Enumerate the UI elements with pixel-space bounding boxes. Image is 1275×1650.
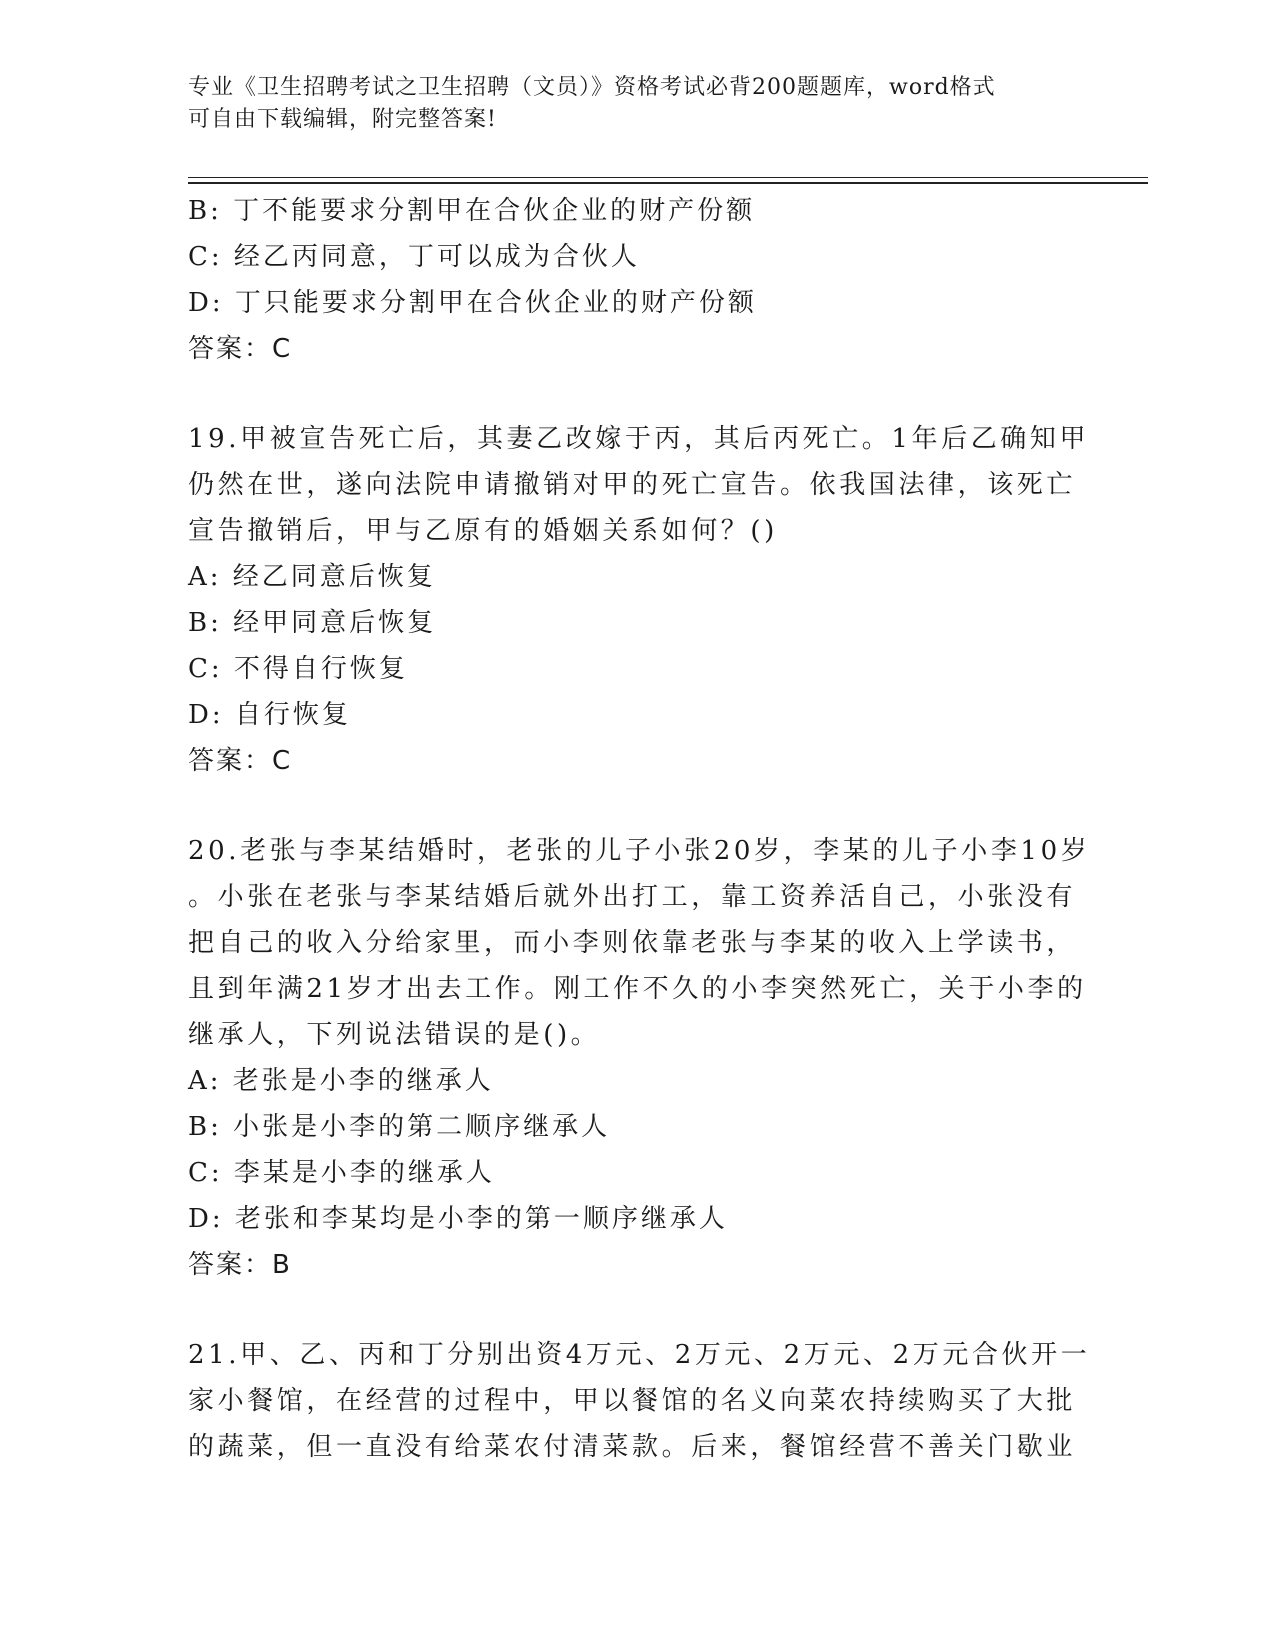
option-b: B: 小张是小李的第二顺序继承人 bbox=[188, 1112, 611, 1142]
answer-line: 答案：C bbox=[188, 334, 293, 364]
question-text-line: 宣告撤销后，甲与乙原有的婚姻关系如何？() bbox=[188, 516, 778, 546]
question-block bbox=[188, 416, 1088, 784]
option-c: C: 经乙丙同意，丁可以成为合伙人 bbox=[188, 242, 640, 272]
question-block bbox=[188, 828, 1091, 1288]
question-text-line: 家小餐馆，在经营的过程中，甲以餐馆的名义向菜农持续购买了大批 bbox=[188, 1386, 1077, 1416]
header-divider-thick bbox=[188, 182, 1148, 184]
header-title-line-2: 可自由下载编辑，附完整答案! bbox=[188, 107, 497, 132]
block-spacer bbox=[188, 1288, 1088, 1332]
answer-line: 答案：C bbox=[188, 746, 293, 776]
header-divider-thin bbox=[188, 177, 1148, 178]
option-d: D: 丁只能要求分割甲在合伙企业的财产份额 bbox=[188, 288, 757, 318]
question-text-line: 继承人，下列说法错误的是()。 bbox=[188, 1020, 601, 1050]
answer-line: 答案：B bbox=[188, 1250, 292, 1280]
block-spacer bbox=[188, 372, 1088, 416]
question-text-line: 21.甲、乙、丙和丁分别出资4万元、2万元、2万元、2万元合伙开一 bbox=[188, 1340, 1091, 1370]
question-block bbox=[188, 188, 1088, 372]
question-block bbox=[188, 1332, 1091, 1470]
document-header bbox=[188, 72, 1068, 136]
question-text-line: 。小张在老张与李某结婚后就外出打工，靠工资养活自己，小张没有 bbox=[188, 882, 1077, 912]
block-spacer bbox=[188, 784, 1088, 828]
option-b: B: 经甲同意后恢复 bbox=[188, 608, 437, 638]
question-text-line: 且到年满21岁才出去工作。刚工作不久的小李突然死亡，关于小李的 bbox=[188, 974, 1087, 1004]
option-d: D: 自行恢复 bbox=[188, 700, 351, 730]
question-text-line: 的蔬菜，但一直没有给菜农付清菜款。后来，餐馆经营不善关门歇业 bbox=[188, 1432, 1077, 1462]
option-a: A: 经乙同意后恢复 bbox=[188, 562, 436, 592]
question-text-line: 19.甲被宣告死亡后，其妻乙改嫁于丙，其后丙死亡。1年后乙确知甲 bbox=[188, 424, 1090, 454]
document-body bbox=[188, 188, 1091, 1470]
option-c: C: 李某是小李的继承人 bbox=[188, 1158, 495, 1188]
question-text-line: 把自己的收入分给家里，而小李则依靠老张与李某的收入上学读书， bbox=[188, 928, 1077, 958]
question-text-line: 20.老张与李某结婚时，老张的儿子小张20岁，李某的儿子小李10岁 bbox=[188, 836, 1091, 866]
option-d: D: 老张和李某均是小李的第一顺序继承人 bbox=[188, 1204, 728, 1234]
option-b: B: 丁不能要求分割甲在合伙企业的财产份额 bbox=[188, 196, 756, 226]
header-title-line-1: 专业《卫生招聘考试之卫生招聘（文员）》资格考试必背200题题库，word格式 bbox=[188, 75, 996, 100]
option-c: C: 不得自行恢复 bbox=[188, 654, 408, 684]
option-a: A: 老张是小李的继承人 bbox=[188, 1066, 494, 1096]
question-text-line: 仍然在世，遂向法院申请撤销对甲的死亡宣告。依我国法律，该死亡 bbox=[188, 470, 1077, 500]
